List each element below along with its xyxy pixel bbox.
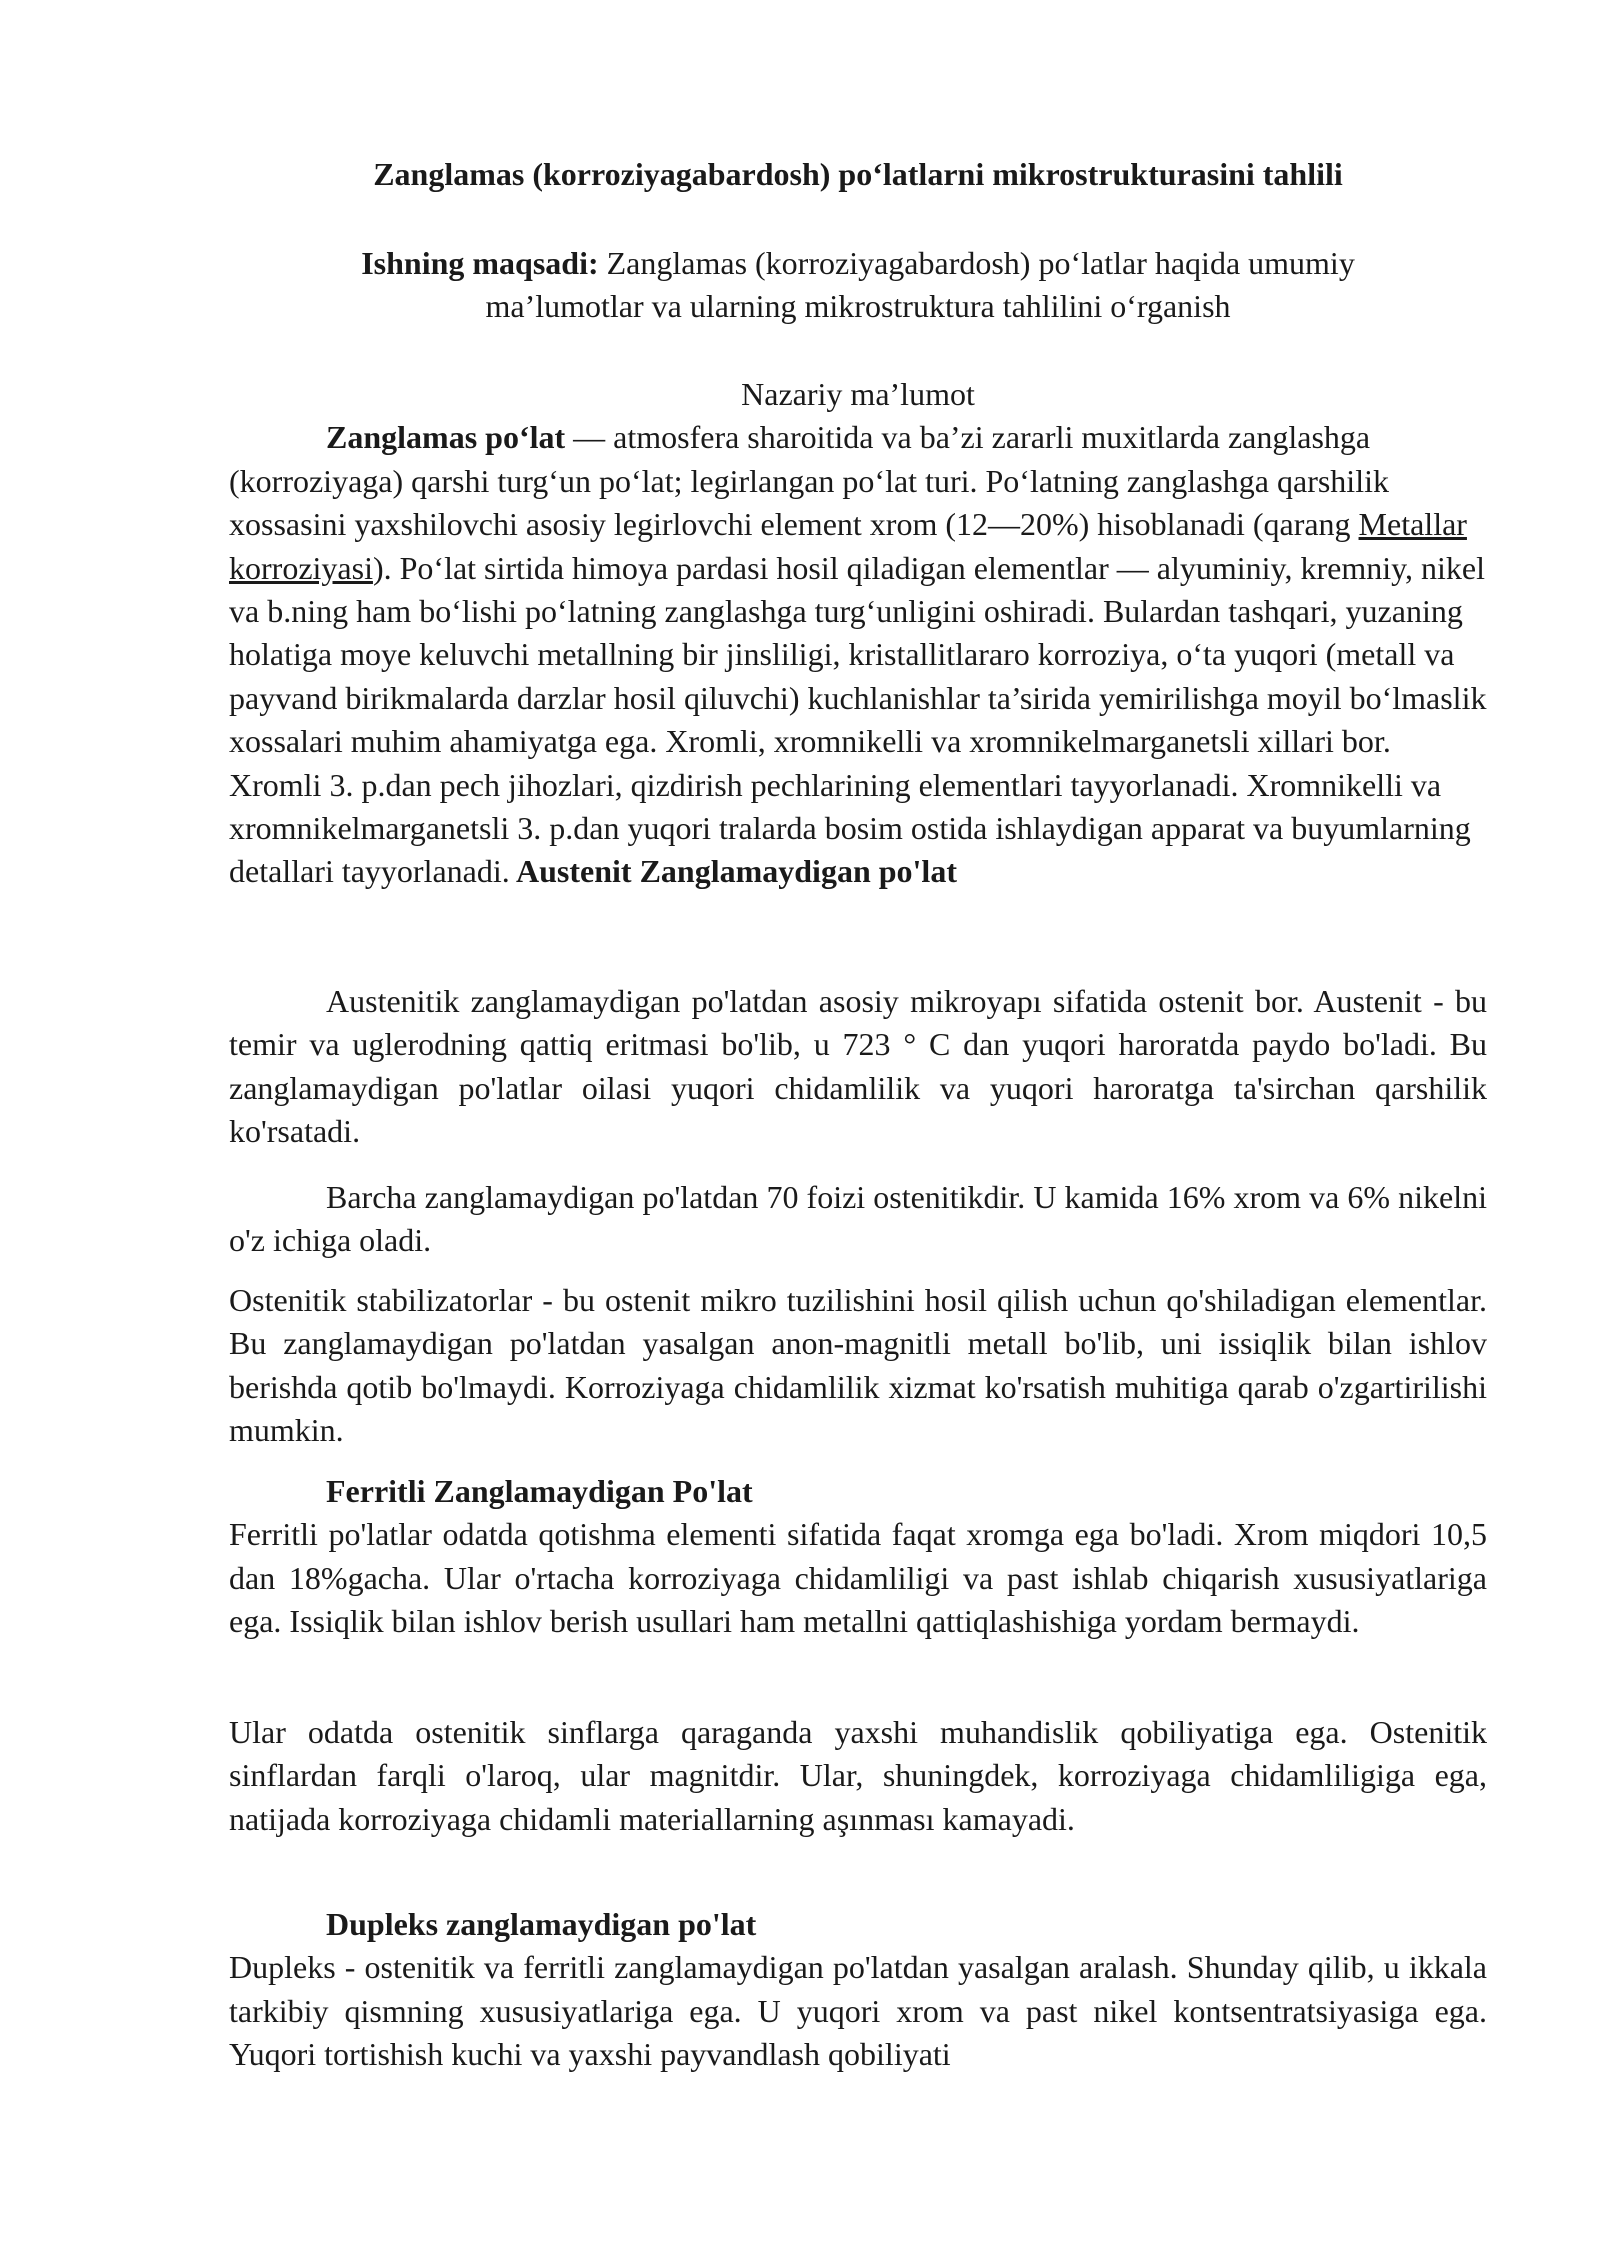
duplex-paragraph: Dupleks - ostenitik va ferritli zanglamaydigan po'latdan yasalgan aralash. Shunday qilib, u ikkala tarkibiy qismning xususiyatlariga ega. U yuqori xrom va past nikel kontsentratsiyasiga ega. Yuqori tortishish kuchi va yaxshi payvandlash qobiliyati [229,1949,1487,2073]
stabilizer-paragraph: Ostenitik stabilizatorlar - bu ostenit mikro tuzilishini hosil qilish uchun qo'shiladigan elementlar. Bu zanglamaydigan po'latdan yasalgan anon-magnitli metall bo'lib, uni issiqlik bilan ishlov berishda qotib bo'lmaydi. Korroziyaga chidamlilik xizmat ko'rsatish muhitiga qarab o'zgartirilishi mumkin. [229,1282,1487,1449]
aim-line-1 [229,242,1487,285]
theory-term: Zanglamas po‘lat [326,419,566,456]
duplex-heading [229,1903,1487,1946]
theory-section [229,373,1487,894]
ferrit-paragraph: Ferritli po'latlar odatda qotishma elementi sifatida faqat xromga ega bo'ladi. Xrom miqdori 10,5 dan 18%gacha. Ular o'rtacha korroziyaga chidamliligi va past ishlab chiqarish xususiyatlariga ega. Issiqlik bilan ishlov berish usullari ham metallni qattiqlashishiga yordam bermaydi. [229,1516,1487,1640]
duplex-heading-text: Dupleks zanglamaydigan po'lat [326,1906,757,1942]
theory-paragraph [229,416,1487,893]
metallar-korroziyasi-link[interactable]: Metallar korroziyasi [229,506,1467,586]
austenit-paragraph: Austenitik zanglamaydigan po'latdan asosiy mikroyapı sifatida ostenit bor. Austenit - bu temir va uglerodning qattiq eritmasi bo'lib, u 723 ° C dan yuqori haroratda paydo bo'ladi. Bu zanglamaydigan po'latlar oilasi yuqori chidamlilik va yuqori haroratga ta'sirchan qarshilik ko'rsatadi. [229,983,1487,1150]
document-title-text: Zanglamas (korroziyagabardosh) po‘latlarni mikrostrukturasini tahlili [373,156,1343,192]
theory-text-1: — atmosfera sharoitida va ba’zi zararli muxitlarda zanglashga (korroziyaga) qarshi turg‘un po‘lat; legirlangan po‘lat turi. Po‘latning zanglashga qarshilik xossasini yaxshilovchi asosiy legirlovchi element xrom (12—20%) hisoblanadi (qarang [229,419,1389,543]
aim-line-2: ma’lumotlar va ularning mikrostruktura tahlilini o‘rganish [485,288,1231,325]
ferrit-heading [229,1470,1487,1513]
theory-text-2: ). Po‘lat sirtida himoya pardasi hosil qiladigan elementlar — alyuminiy, kremniy, nikel va b.ning ham bo‘lishi po‘latning zanglashga turg‘unligini oshiradi. Bulardan tashqari, yuzaning holatiga moye keluvchi metallning bir jinsliligi, kristallitlararo korroziya, o‘ta yuqori (metall va payvand birikmalarda darzlar hosil qiluvchi) kuchlanishlar ta’sirida yemirilishga moyil bo‘lmaslik xossalari muhim ahamiyatga ega. Xromli, xromnikelli va xromnikelmarganetsli xillari bor. Xromli 3. p.dan pech jihozlari, qizdirish pechlarining elementlari tayyorlanadi. Xromnikelli va xromnikelmarganetsli 3. p.dan yuqori tralarda bosim ostida ishlaydigan apparat va buyumlarning detallari tayyorlanadi. [229,549,1487,890]
austenit-heading: Austenit Zanglamaydigan po'lat [509,853,957,890]
aim-block [229,242,1487,329]
barcha-paragraph: Barcha zanglamaydigan po'latdan 70 foizi ostenitikdir. U kamida 16% xrom va 6% nikelni o'z ichiga oladi. [229,1179,1487,1259]
theory-heading: Nazariy ma’lumot [741,376,975,412]
document-title [229,153,1487,196]
ferrit-heading-text: Ferritli Zanglamaydigan Po'lat [326,1473,753,1509]
aim-text-1: Zanglamas (korroziyagabardosh) po‘latlar haqida umumiy [598,245,1355,281]
aim-label: Ishning maqsadi: [361,245,599,281]
duplex-section [229,1903,1487,2077]
ferrit-section [229,1470,1487,1644]
ular-paragraph: Ular odatda ostenitik sinflarga qaraganda yaxshi muhandislik qobiliyatiga ega. Ostenitik sinflardan farqli o'laroq, ular magnitdir. Ular, shuningdek, korroziyaga chidamliligiga ega, natijada korroziyaga chidamli materiallarning aşınması kamayadi. [229,1714,1487,1837]
